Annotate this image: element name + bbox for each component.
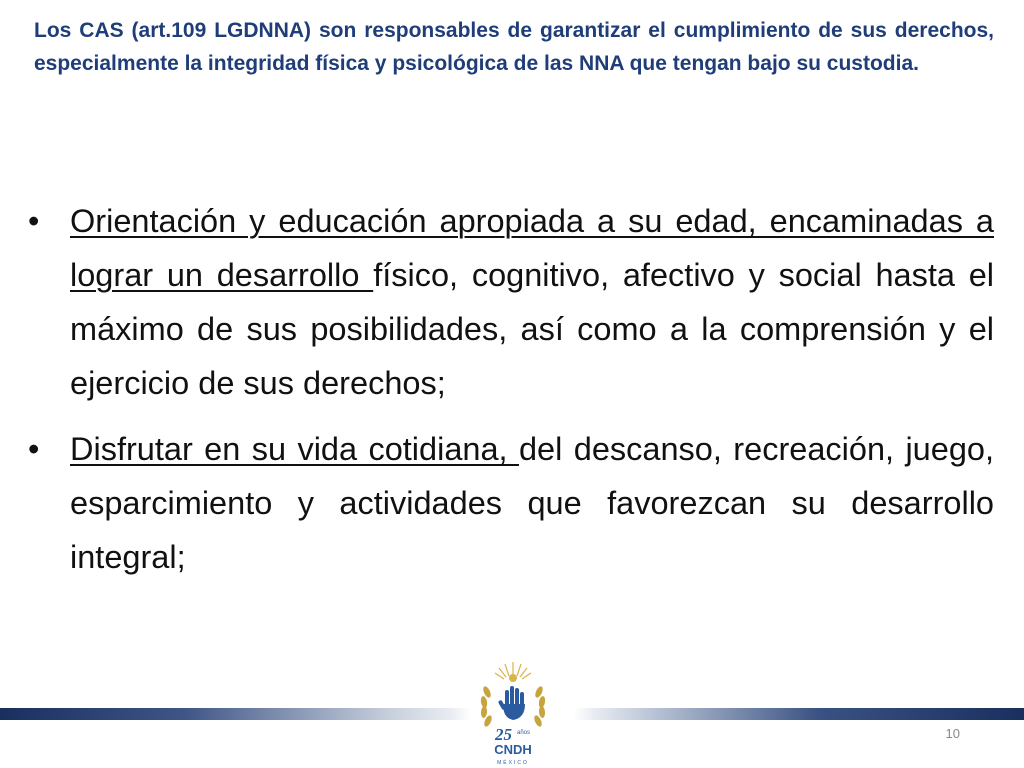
bullet-text: del descanso, recreación, juego, esparcimiento y actividades que favorezcan su desarrollo integral; bbox=[70, 431, 995, 575]
cndh-logo bbox=[473, 660, 553, 768]
intro-paragraph: Los CAS (art.109 LGDNNA) son responsables de garantizar el cumplimiento de sus derechos, especialmente la integridad física y psicológica de las NNA que tengan bajo su custodia. bbox=[34, 19, 994, 75]
bullet-icon: • bbox=[28, 431, 40, 467]
bullet-item-disfrutar bbox=[28, 422, 994, 584]
bullet-icon: • bbox=[28, 203, 40, 239]
logo-country: MÉXICO bbox=[497, 760, 529, 766]
bullet-text: físico, cognitivo, afectivo y social hasta el máximo de sus posibilidades, así como a la comprensión y el ejercicio de sus derechos; bbox=[70, 257, 994, 401]
bullet-underlined-text: Disfrutar en su vida cotidiana, bbox=[70, 431, 519, 467]
page-number: 10 bbox=[945, 726, 960, 741]
logo-anniversary: 25 bbox=[495, 725, 512, 744]
bullet-underlined-text: Orientación y educación apropiada a su edad, encaminadas a lograr un desarrollo bbox=[70, 203, 994, 293]
logo-name: CNDH bbox=[494, 742, 532, 757]
bullet-item-orientacion bbox=[28, 194, 994, 410]
bullet-list bbox=[28, 194, 994, 596]
logo-anniversary-word: años bbox=[517, 730, 531, 736]
